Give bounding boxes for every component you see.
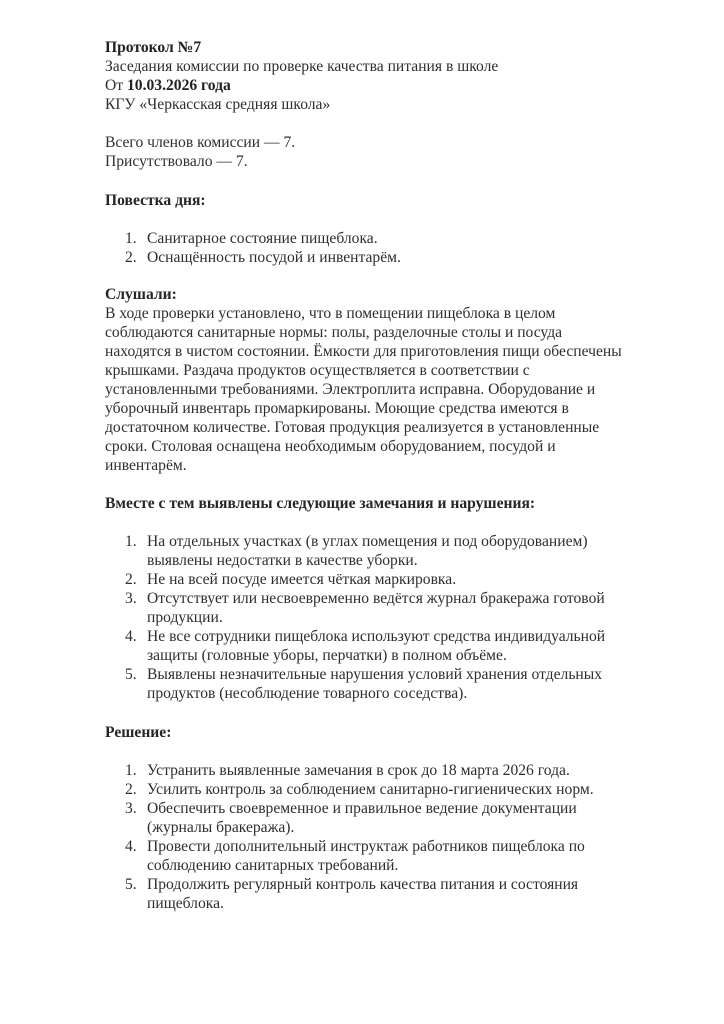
- list-item-text: Обеспечить своевременное и правильное ведение документации: [147, 800, 577, 817]
- list-item-text: Выявлены незначительные нарушения условий хранения отдельных: [147, 666, 603, 683]
- list-item-text: соблюдению санитарных требований.: [147, 857, 399, 874]
- violation-item: [105, 570, 665, 589]
- violation-item: [105, 627, 665, 665]
- decision-heading: Решение:: [105, 724, 172, 741]
- violations-section: [105, 494, 665, 703]
- list-item-text: Усилить контроль за соблюдением санитарно-гигиенических норм.: [147, 781, 594, 798]
- agenda-section: [105, 191, 665, 267]
- list-item-text: (журналы бракеража).: [147, 819, 295, 836]
- heard-section: [105, 285, 665, 475]
- decision-item: [105, 761, 665, 780]
- list-number: 1.: [125, 762, 137, 779]
- list-number: 2.: [125, 571, 137, 588]
- list-number: 5.: [125, 666, 137, 683]
- list-item-text: Не на всей посуде имеется чёткая маркировка.: [147, 571, 457, 588]
- attendance-block: [105, 133, 665, 171]
- list-item-text: защиты (головные уборы, перчатки) в полном объёме.: [147, 647, 507, 664]
- agenda-item: [105, 229, 665, 248]
- list-number: 5.: [125, 876, 137, 893]
- list-item-text: Отсутствует или несвоевременно ведётся журнал бракеража готовой: [147, 590, 605, 607]
- paragraph-line: В ходе проверки установлено, что в помещении пищеблока в целом: [105, 305, 556, 322]
- decision-item: [105, 780, 665, 799]
- list-number: 1.: [125, 533, 137, 550]
- list-number: 3.: [125, 800, 137, 817]
- list-item-text: продуктов (несоблюдение товарного соседства).: [147, 685, 468, 702]
- decision-item: [105, 875, 665, 913]
- list-item-text: Санитарное состояние пищеблока.: [147, 230, 378, 247]
- list-item-text: Не все сотрудники пищеблока используют средства индивидуальной: [147, 628, 606, 645]
- list-number: 3.: [125, 590, 137, 607]
- heard-paragraph: [105, 304, 660, 475]
- protocol-date: 10.03.2026 года: [126, 77, 231, 94]
- list-item-text: пищеблока.: [147, 895, 224, 912]
- list-item-text: Продолжить регулярный контроль качества питания и состояния: [147, 876, 579, 893]
- paragraph-line: соблюдаются санитарные нормы: полы, разделочные столы и посуда: [105, 324, 563, 341]
- list-item-text: Устранить выявленные замечания в срок до 18 марта 2026 года.: [147, 762, 570, 779]
- paragraph-line: крышками. Раздача продуктов осуществляется в соответствии с: [105, 362, 530, 379]
- decision-section: [105, 723, 665, 913]
- organization-name: КГУ «Черкасская средняя школа»: [105, 96, 331, 113]
- violation-item: [105, 532, 665, 570]
- decision-list: [105, 761, 665, 913]
- list-item-text: Провести дополнительный инструктаж работников пищеблока по: [147, 838, 585, 855]
- violations-list: [105, 532, 665, 703]
- decision-item: [105, 837, 665, 875]
- present-members: Присутствовало — 7.: [105, 153, 248, 170]
- protocol-date-line: [105, 76, 665, 95]
- list-number: 4.: [125, 838, 137, 855]
- list-item-text: Оснащённость посудой и инвентарём.: [147, 249, 401, 266]
- list-item-text: выявлены недостатки в качестве уборки.: [147, 552, 418, 569]
- paragraph-line: инвентарём.: [105, 457, 187, 474]
- paragraph-line: сроки. Столовая оснащена необходимым оборудованием, посудой и: [105, 438, 556, 455]
- list-number: 2.: [125, 249, 137, 266]
- paragraph-line: находятся в чистом состоянии. Ёмкости для приготовления пищи обеспечены: [105, 343, 622, 360]
- paragraph-line: достаточном количестве. Готовая продукция реализуется в установленные: [105, 419, 600, 436]
- paragraph-line: уборочный инвентарь промаркированы. Моющие средства имеются в: [105, 400, 569, 417]
- list-item-text: На отдельных участках (в углах помещения и под оборудованием): [147, 533, 588, 550]
- paragraph-line: установленными требованиями. Электроплита исправна. Оборудование и: [105, 381, 596, 398]
- list-item-text: продукции.: [147, 609, 223, 626]
- list-number: 1.: [125, 230, 137, 247]
- protocol-title: Протокол №7: [105, 39, 202, 56]
- agenda-heading: Повестка дня:: [105, 192, 206, 209]
- violations-heading: Вместе с тем выявлены следующие замечания и нарушения:: [105, 495, 536, 512]
- date-prefix: От: [105, 77, 124, 94]
- violation-item: [105, 589, 665, 627]
- decision-item: [105, 799, 665, 837]
- violation-item: [105, 665, 665, 703]
- total-members: Всего членов комиссии — 7.: [105, 134, 296, 151]
- protocol-subtitle: Заседания комиссии по проверке качества питания в школе: [105, 58, 499, 75]
- list-number: 2.: [125, 781, 137, 798]
- agenda-list: [105, 229, 665, 267]
- document-header: [105, 38, 665, 114]
- document-page: [105, 38, 665, 913]
- heard-heading: Слушали:: [105, 286, 177, 303]
- agenda-item: [105, 248, 665, 267]
- list-number: 4.: [125, 628, 137, 645]
